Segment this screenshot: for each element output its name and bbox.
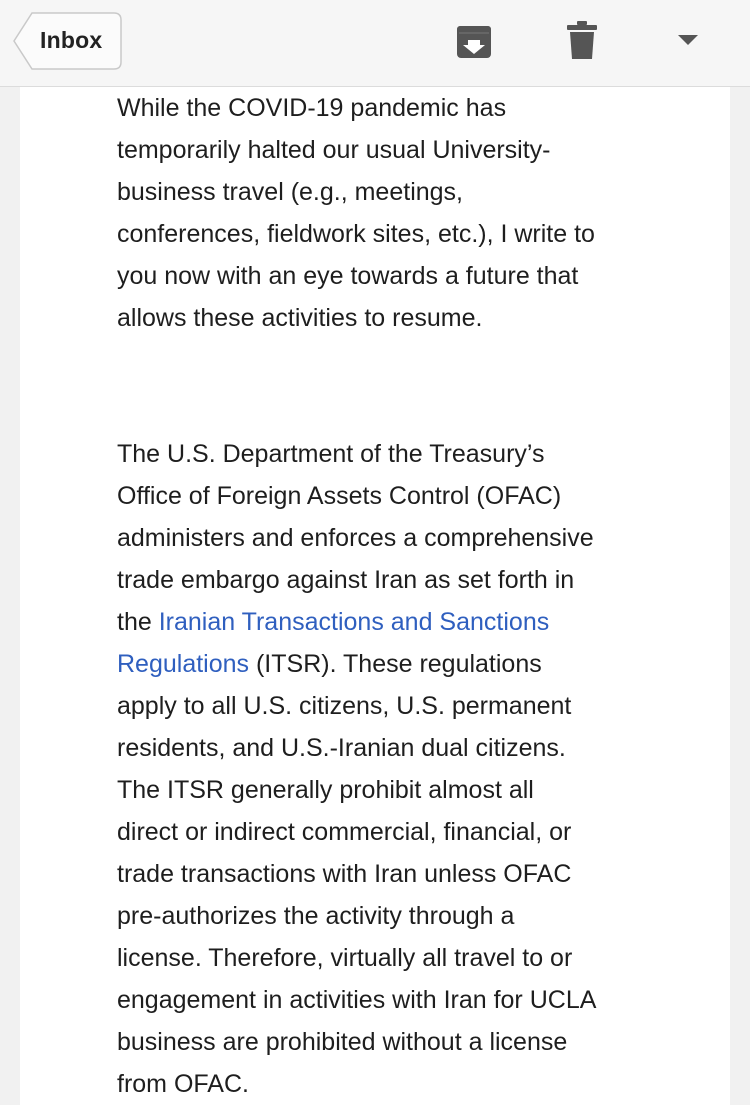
archive-button[interactable] xyxy=(452,18,496,62)
more-options-button[interactable] xyxy=(666,18,710,62)
paragraph-line: engagement in activities with Iran for UCLA xyxy=(117,986,597,1014)
paragraph-line-with-link xyxy=(117,601,677,643)
paragraph-line: business are prohibited without a license xyxy=(117,1028,568,1056)
email-body xyxy=(20,87,730,1105)
paragraph-line: apply to all U.S. citizens, U.S. permanent xyxy=(117,692,572,720)
email-paragraph-covid xyxy=(117,87,677,339)
itsr-link-part1[interactable]: Iranian Transactions and Sanctions xyxy=(158,608,550,636)
line-prefix: the xyxy=(117,608,159,636)
paragraph-line: allows these activities to resume. xyxy=(117,304,483,332)
paragraph-line: from OFAC. xyxy=(117,1070,249,1098)
paragraph-line: temporarily halted our usual University- xyxy=(117,136,551,164)
paragraph-line: license. Therefore, virtually all travel to or xyxy=(117,944,573,972)
email-paragraph-ofac xyxy=(117,433,677,1105)
paragraph-line: trade transactions with Iran unless OFAC xyxy=(117,860,572,888)
archive-icon xyxy=(455,20,493,60)
paragraph-line: trade embargo against Iran as set forth in xyxy=(117,566,575,594)
paragraph-line: The U.S. Department of the Treasury’s xyxy=(117,440,545,468)
paragraph-line: business travel (e.g., meetings, xyxy=(117,178,463,206)
delete-button[interactable] xyxy=(560,18,604,62)
paragraph-line: you now with an eye towards a future that xyxy=(117,262,579,290)
line-suffix: (ITSR). These regulations xyxy=(249,650,542,678)
back-to-inbox-button[interactable] xyxy=(12,12,120,68)
itsr-link-part2[interactable]: Regulations xyxy=(117,650,250,678)
back-button-label: Inbox xyxy=(40,27,103,53)
paragraph-line: pre-authorizes the activity through a xyxy=(117,902,515,930)
trash-icon xyxy=(567,20,597,60)
paragraph-line-with-link xyxy=(117,643,677,685)
paragraph-line: residents, and U.S.-Iranian dual citizens. xyxy=(117,734,566,762)
paragraph-line: The ITSR generally prohibit almost all xyxy=(117,776,534,804)
paragraph-line: conferences, fieldwork sites, etc.), I write to xyxy=(117,220,595,248)
mail-toolbar xyxy=(0,0,750,87)
chevron-down-icon xyxy=(676,33,700,47)
paragraph-line: administers and enforces a comprehensive xyxy=(117,524,594,552)
paragraph-line: Office of Foreign Assets Control (OFAC) xyxy=(117,482,562,510)
paragraph-line: direct or indirect commercial, financial, or xyxy=(117,818,572,846)
paragraph-line: While the COVID-19 pandemic has xyxy=(117,94,507,122)
